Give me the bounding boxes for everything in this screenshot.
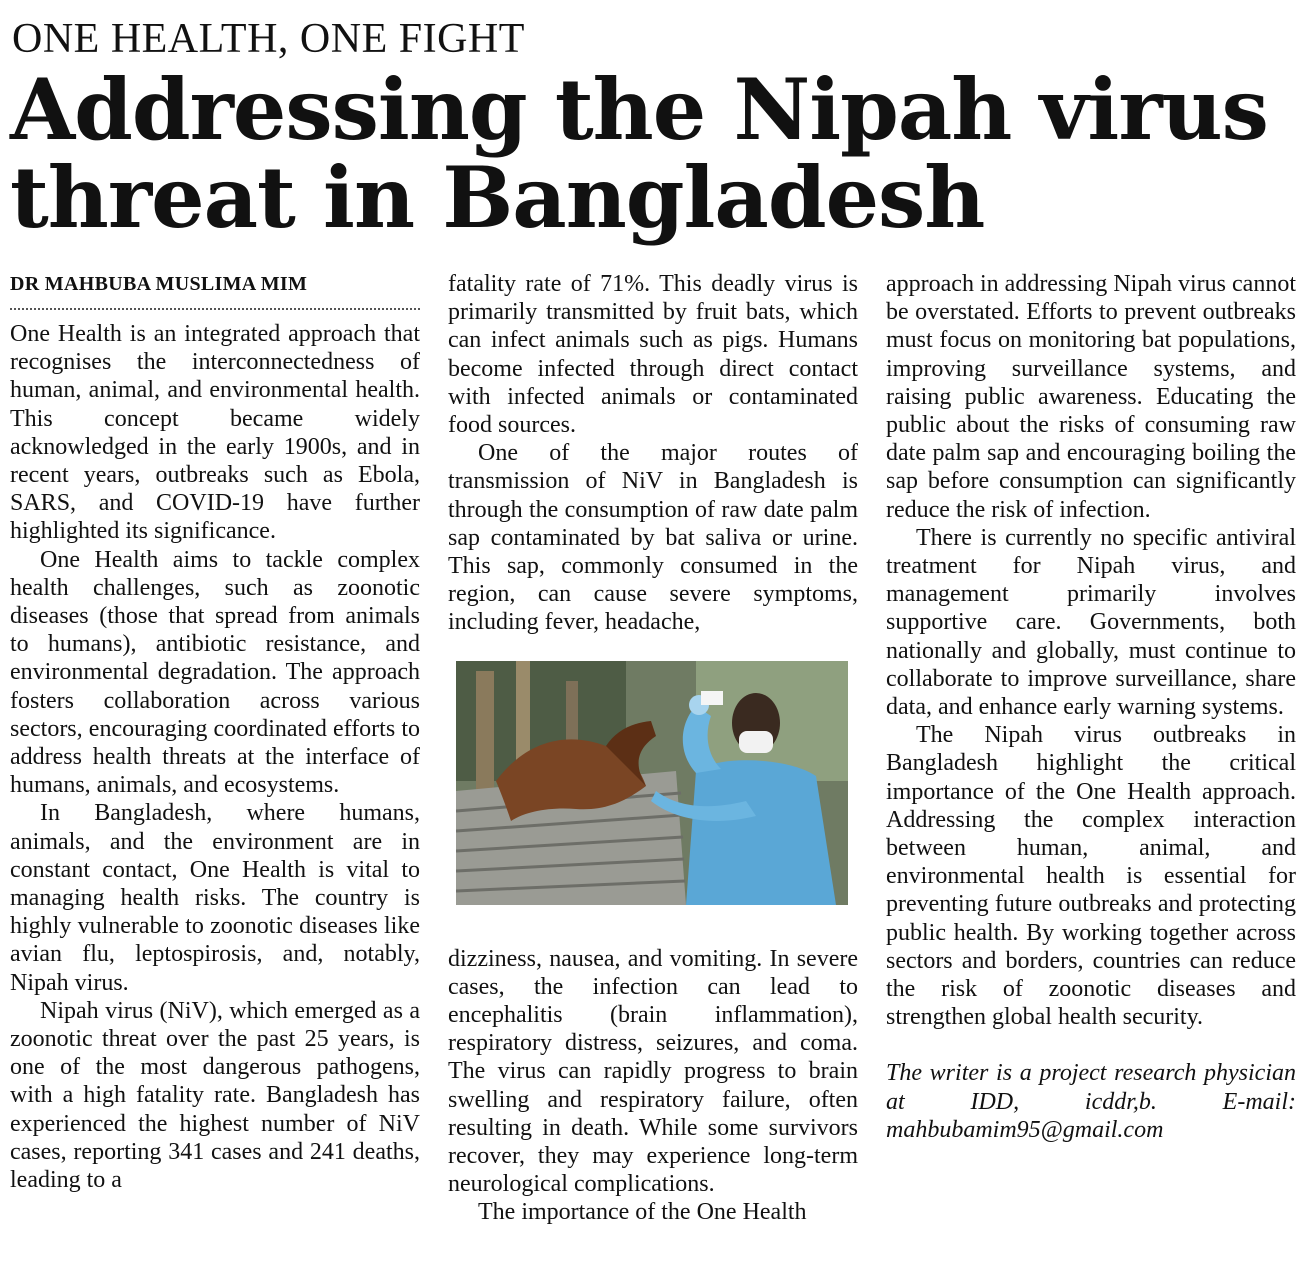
- paragraph: In Bangladesh, where humans, animals, and the environment are in constant contact, One Health is vital to managing health risks. The country is highly vulnerable to zoonotic diseases like avian flu, leptospirosis, and, notably, Nipah virus.: [10, 800, 420, 996]
- column-2: [448, 270, 858, 1227]
- paragraph: One Health is an integrated approach that recognises the interconnectedness of human, animal, and environmental health. This concept became widely acknowledged in the early 1900s, and in recent years, outbreaks such as Ebola, SARS, and COVID-19 have further highlighted its significance.: [10, 321, 420, 545]
- paragraph: One Health aims to tackle complex health challenges, such as zoonotic diseases (those that spread from animals to humans), antibiotic resistance, and environmental degradation. The approach fosters collaboration across various sectors, encouraging coordinated efforts to address health threats at the interface of humans, animals, and ecosystems.: [10, 546, 420, 799]
- column-1: [10, 270, 420, 1194]
- paragraph: The Nipah virus outbreaks in Bangladesh highlight the critical importance of the One Health approach. Addressing the complex interaction between human, animal, and environmental health is essential for preventing future outbreaks and protecting public health. By working together across sectors and borders, countries can reduce the risk of zoonotic diseases and strengthen global health security.: [886, 722, 1296, 1031]
- photo-illustration: [456, 661, 848, 905]
- byline: DR MAHBUBA MUSLIMA MIM: [10, 272, 420, 310]
- headline: Addressing the Nipah virus threat in Bangladesh: [10, 60, 1268, 247]
- paragraph: approach in addressing Nipah virus cannot be overstated. Efforts to prevent outbreaks must focus on monitoring bat populations, improving surveillance systems, and raising public awareness. Educating the public about the risks of consuming raw date palm sap and encouraging boiling the sap before consumption can significantly reduce the risk of infection.: [886, 271, 1296, 523]
- paragraph: The importance of the One Health: [478, 1199, 807, 1226]
- paragraph: There is currently no specific antiviral treatment for Nipah virus, and management primarily involves supportive care. Governments, both nationally and globally, must continue to collaborate to improve surveillance, share data, and enhance early warning systems.: [886, 524, 1296, 721]
- kicker: ONE HEALTH, ONE FIGHT: [12, 16, 525, 62]
- paragraph: One of the major routes of transmission of NiV in Bangladesh is through the consumption of raw date palm sap contaminated by bat saliva or urine. This sap, commonly consumed in the region, can cause severe symptoms, including fever, headache,: [448, 440, 858, 636]
- paragraph: fatality rate of 71%. This deadly virus is primarily transmitted by fruit bats, which can infect animals such as pigs. Humans become infected through direct contact with infected animals or contaminated food sources.: [448, 271, 858, 439]
- paragraph: dizziness, nausea, and vomiting. In severe cases, the infection can lead to encephalitis (brain inflammation), respiratory distress, seizures, and coma. The virus can rapidly progress to brain swelling and respiratory failure, often resulting in death. While some survivors recover, they may experience long-term neurological complications.: [448, 945, 858, 1198]
- paragraph: Nipah virus (NiV), which emerged as a zoonotic threat over the past 25 years, is one of the most dangerous pathogens, with a high fatality rate. Bangladesh has experienced the highest number of NiV cases, reporting 341 cases and 241 deaths, leading to a: [10, 997, 420, 1194]
- researcher-holding-bat-photo: [456, 661, 848, 905]
- author-note: The writer is a project research physician at IDD, icddr,b. E-mail: mahbubamim95@gmail.com: [886, 1060, 1296, 1143]
- column-3: [886, 270, 1296, 1144]
